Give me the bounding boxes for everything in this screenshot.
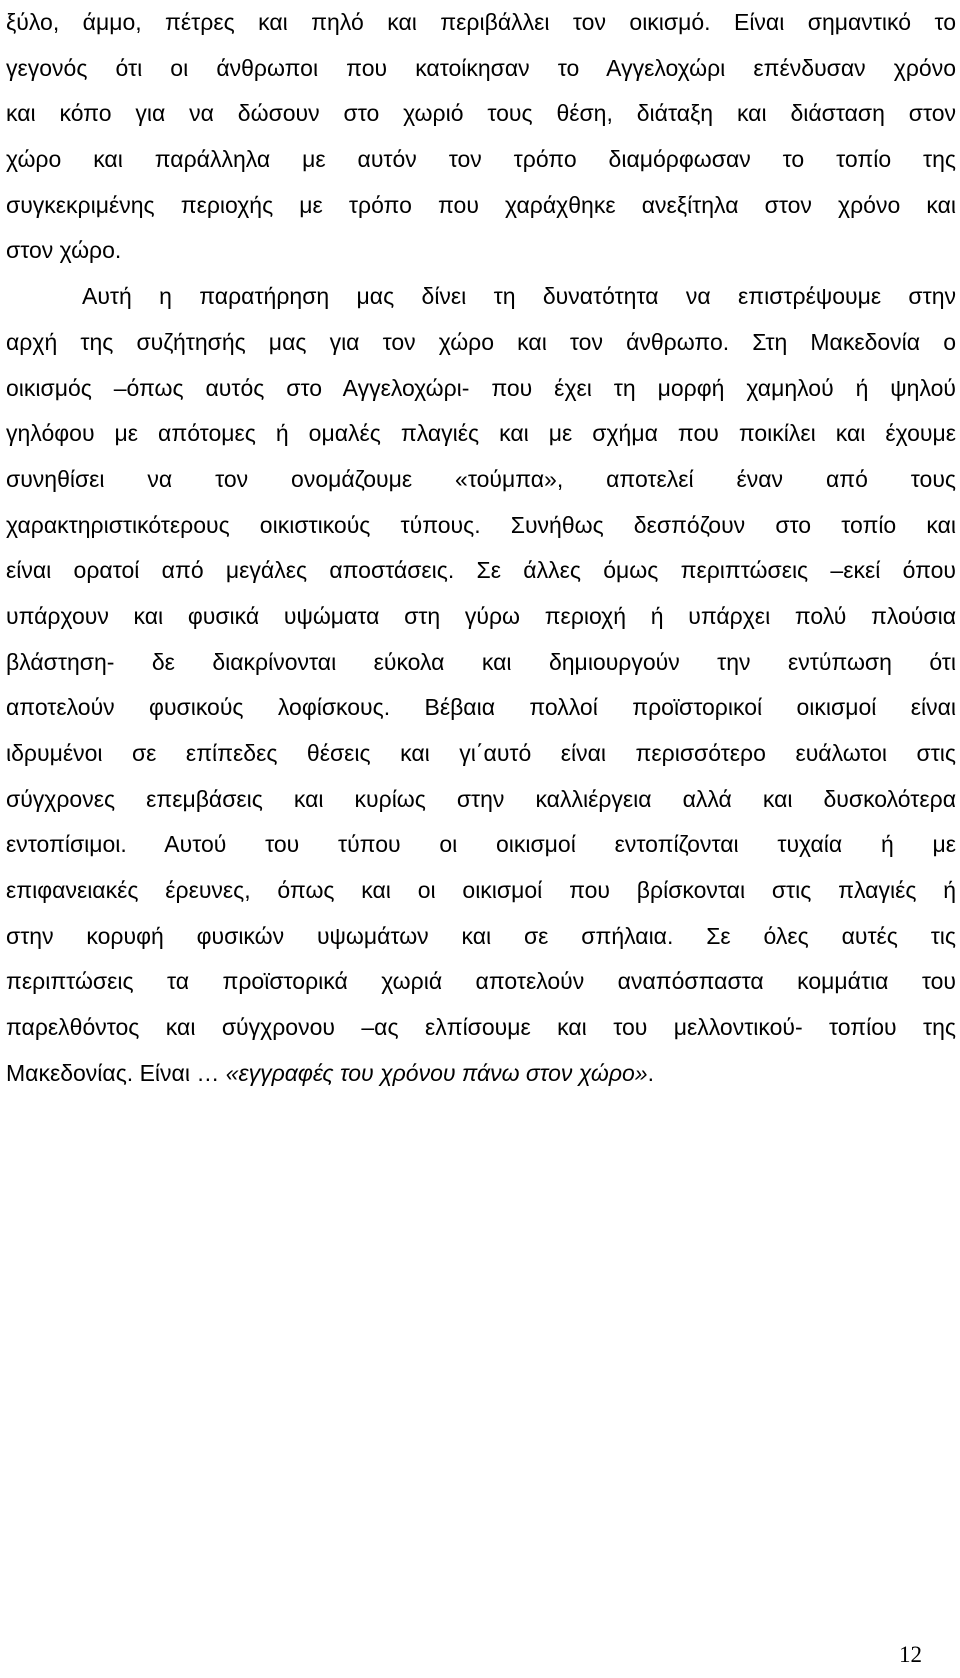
text-line: στην κορυφή φυσικών υψωμάτων και σε σπήλαια. Σε όλες αυτές τις — [6, 922, 956, 949]
paragraph-start-line: Αυτή η παρατήρηση μας δίνει τη δυνατότητα να επιστρέψουμε στην — [82, 283, 956, 310]
text-line: συγκεκριμένης περιοχής με τρόπο που χαράχθηκε ανεξίτηλα στον χρόνο και — [6, 191, 956, 218]
final-line-prefix: Μακεδονίας. Είναι … — [6, 1059, 226, 1086]
text-line: συνηθίσει να τον ονομάζουμε «τούμπα», αποτελεί έναν από τους — [6, 465, 956, 492]
text-line: και κόπο για να δώσουν στο χωριό τους θέση, διάταξη και διάσταση στον — [6, 100, 956, 127]
text-line: ξύλο, άμμο, πέτρες και πηλό και περιβάλλει τον οικισμό. Είναι σημαντικό το — [6, 9, 956, 35]
body-text — [6, 0, 956, 1097]
final-line-suffix: . — [647, 1059, 654, 1086]
text-line: παρελθόντος και σύγχρονου –ας ελπίσουμε και του μελλοντικού- τοπίου της — [6, 1014, 956, 1041]
text-line: στον χώρο. — [6, 237, 122, 264]
text-line: βλάστηση- δε διακρίνονται εύκολα και δημιουργούν την εντύπωση ότι — [6, 648, 956, 675]
text-line: χαρακτηριστικότερους οικιστικούς τύπους. Συνήθως δεσπόζουν στο τοπίο και — [6, 511, 956, 538]
text-line: σύγχρονες επεμβάσεις και κυρίως στην καλλιέργεια αλλά και δυσκολότερα — [6, 785, 956, 812]
text-line: περιπτώσεις τα προϊστορικά χωριά αποτελούν αναπόσπαστα κομμάτια του — [6, 968, 956, 995]
italic-quote: «εγγραφές του χρόνου πάνω στον χώρο» — [225, 1059, 648, 1086]
text-line: γεγονός ότι οι άνθρωποι που κατοίκησαν το Αγγελοχώρι επένδυσαν χρόνο — [6, 54, 956, 81]
text-line: ιδρυμένοι σε επίπεδες θέσεις και γι΄αυτό είναι περισσότερο ευάλωτοι στις — [6, 740, 956, 766]
text-line: επιφανειακές έρευνες, όπως και οι οικισμοί που βρίσκονται στις πλαγιές ή — [6, 877, 956, 904]
text-line: αποτελούν φυσικούς λοφίσκους. Βέβαια πολλοί προϊστορικοί οικισμοί είναι — [6, 694, 956, 721]
text-line: οικισμός –όπως αυτός στο Αγγελοχώρι- που έχει τη μορφή χαμηλού ή ψηλού — [6, 374, 956, 401]
text-line: εντοπίσιμοι. Αυτού του τύπου οι οικισμοί εντοπίζονται τυχαία ή με — [6, 831, 956, 858]
text-line: υπάρχουν και φυσικά υψώματα στη γύρω περιοχή ή υπάρχει πολύ πλούσια — [6, 602, 956, 629]
page-number: 12 — [899, 1642, 922, 1667]
text-line: γηλόφου με απότομες ή ομαλές πλαγιές και με σχήμα που ποικίλει και έχουμε — [6, 420, 956, 447]
text-line: αρχή της συζήτησής μας για τον χώρο και τον άνθρωπο. Στη Μακεδονία ο — [6, 328, 956, 355]
text-line: είναι ορατοί από μεγάλες αποστάσεις. Σε άλλες όμως περιπτώσεις –εκεί όπου — [6, 557, 956, 584]
text-line: χώρο και παράλληλα με αυτόν τον τρόπο διαμόρφωσαν το τοπίο της — [6, 146, 956, 173]
final-text-line — [6, 1051, 956, 1097]
